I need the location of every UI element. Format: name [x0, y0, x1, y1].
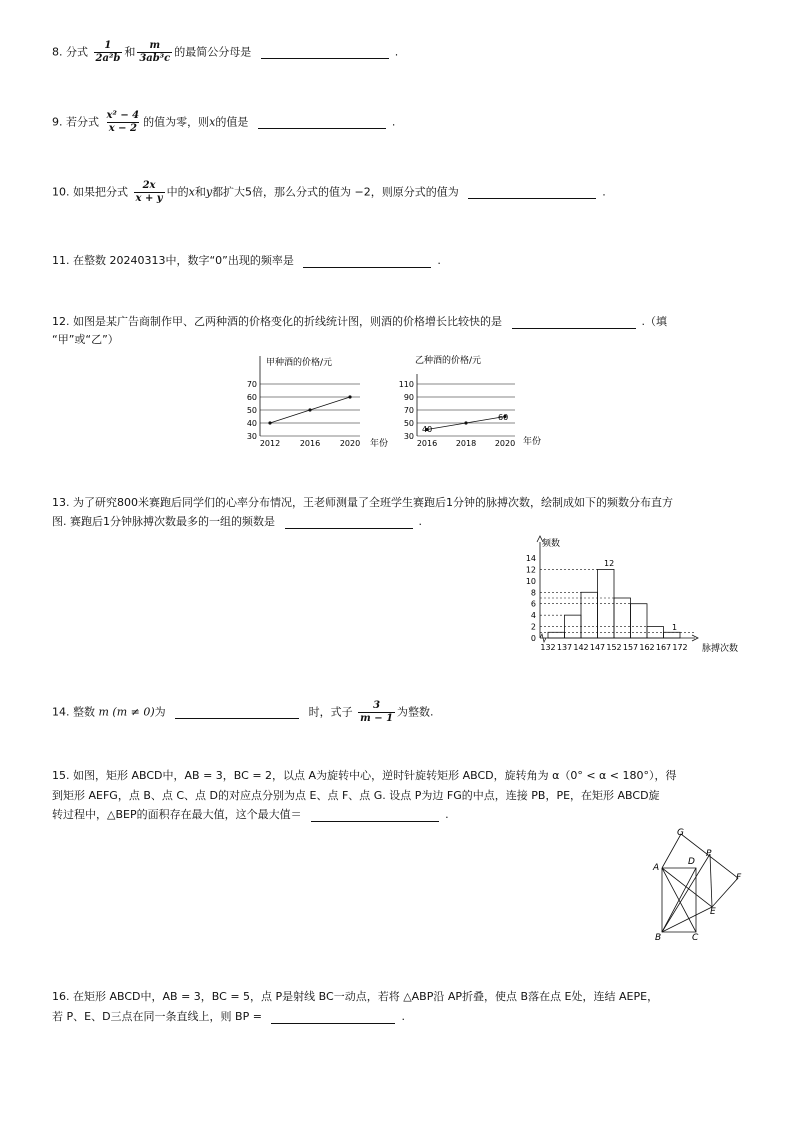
- answer-blank[interactable]: [512, 316, 636, 329]
- x-tick-label: 157: [622, 643, 639, 652]
- point-label-F: F: [736, 873, 742, 883]
- y-tick-label: 8: [530, 588, 536, 598]
- x-tick-label: 2018: [455, 439, 477, 448]
- point-label-C: C: [692, 933, 699, 943]
- x-axis-label: 年份: [370, 439, 389, 449]
- x-tick-label: 142: [573, 643, 589, 652]
- question-15: 15. 如图，矩形 ABCD中，AB = 3，BC = 2，以点 A为旋转中心，逆时针旋转矩形 ABCD，旋转角为 α（0° < α < 180°），得: [52, 769, 677, 782]
- x-tick-label: 152: [606, 643, 622, 652]
- y-tick-label: 90: [403, 393, 414, 402]
- peak-label: 12: [604, 559, 615, 568]
- histogram: [520, 534, 750, 658]
- chart-title: 甲种酒的价格/元: [266, 358, 333, 368]
- fraction: $\frac{\text{x² − 4}}{x - 2}$: [106, 110, 140, 134]
- data-label-end: 60: [498, 413, 509, 422]
- point-label-A: A: [653, 863, 660, 873]
- question-number: 16.: [52, 990, 70, 1003]
- question-10: 10. 如果把分式 $\frac{2x}{x + y}$ 中的x和y都扩大5倍，那么分式的值为 −2，则原分式的值为 .: [52, 180, 606, 204]
- x-tick-label: 2016: [299, 439, 321, 448]
- x-tick-label: 172: [672, 643, 688, 652]
- answer-blank[interactable]: [285, 516, 413, 529]
- y-tick-label: 6: [530, 599, 536, 609]
- last-bar-label: 1: [672, 623, 678, 632]
- histogram-bar: [664, 632, 681, 638]
- y-tick-label: 14: [525, 554, 536, 563]
- question-11: 11. 在整数 20240313中，数字“0”出现的频率是 .: [52, 254, 441, 267]
- x-axis-label: 脉搏次数: [702, 644, 739, 654]
- answer-blank[interactable]: [258, 116, 386, 129]
- question-13-line2: 图. 赛跑后1分钟脉搏次数最多的一组的频数是 .: [52, 515, 422, 528]
- histogram-bar: [548, 632, 565, 638]
- question-number: 9.: [52, 115, 63, 129]
- y-axis-label: 频数: [542, 539, 561, 549]
- y-tick-label: 30: [403, 432, 414, 441]
- fraction: $\frac{2x}{x + y}$: [135, 180, 163, 204]
- question-14: 14. 整数 m (m ≠ 0)为 时，式子 $\frac{3}{m - 1}$ 为整数.: [52, 700, 434, 724]
- x-tick-label: 132: [540, 643, 556, 652]
- y-tick-label: 70: [403, 406, 414, 415]
- fraction: $\frac{3}{m - 1}$: [360, 700, 394, 724]
- histogram-bar: [631, 604, 648, 638]
- point-label-B: B: [655, 933, 662, 943]
- question-number: 15.: [52, 769, 70, 782]
- data-point: [348, 395, 351, 398]
- y-tick-label: 110: [398, 380, 414, 389]
- x-tick-label: 2012: [259, 439, 281, 448]
- chart-title: 乙种酒的价格/元: [415, 356, 482, 366]
- question-number: 14.: [52, 705, 70, 719]
- question-12: 12. 如图是某广告商制作甲、乙两种酒的价格变化的折线统计图，则酒的价格增长比较快的是 .（填: [52, 315, 667, 328]
- fraction-2: $\frac{m}{\text{3ab³c}}$: [139, 40, 171, 64]
- question-number: 13.: [52, 496, 70, 509]
- answer-blank[interactable]: [311, 809, 439, 822]
- question-15-line2: 到矩形 AEFG，点 B、点 C、点 D的对应点分别为点 E、点 F、点 G. 设点 P为边 FG的中点，连接 PB，PE，在矩形 ABCD旋: [52, 789, 660, 802]
- question-number: 10.: [52, 185, 70, 199]
- geometry-figure: [648, 826, 748, 946]
- fraction-1: $\frac{1}{\text{2a²b}}$: [95, 40, 121, 64]
- x-tick-label: 2020: [339, 439, 361, 448]
- x-tick-label: 137: [556, 643, 573, 652]
- histogram-bar: [581, 592, 598, 638]
- chart-yi: [395, 350, 555, 450]
- data-point: [268, 421, 271, 424]
- point-label-G: G: [677, 828, 684, 838]
- answer-blank[interactable]: [175, 706, 299, 719]
- y-tick-label: 0: [530, 634, 536, 643]
- point-label-E: E: [710, 907, 716, 917]
- question-16: 16. 在矩形 ABCD中，AB = 3，BC = 5，点 P是射线 BC一动点，若将 △ABP沿 AP折叠，使点 B落在点 E处，连结 AEPE，: [52, 990, 659, 1003]
- x-tick-label: 147: [589, 643, 606, 652]
- answer-blank[interactable]: [261, 46, 389, 59]
- y-tick-label: 10: [525, 576, 536, 586]
- y-tick-label: 40: [246, 419, 257, 428]
- data-point: [464, 421, 467, 424]
- question-12-line2: “甲”或“乙”）: [52, 333, 119, 346]
- y-tick-label: 30: [246, 432, 257, 441]
- question-15-line3: 转过程中，△BEP的面积存在最大值，这个最大值＝ .: [52, 808, 449, 821]
- question-number: 8.: [52, 45, 63, 59]
- question-16-line2: 若 P、E、D三点在同一条直线上，则 BP = .: [52, 1010, 405, 1023]
- y-tick-label: 50: [403, 419, 414, 428]
- question-13: 13. 为了研究800米赛跑后同学们的心率分布情况，王老师测量了全班学生赛跑后1分钟的脉搏次数，绘制成如下的频数分布直方: [52, 496, 673, 509]
- answer-blank[interactable]: [468, 186, 596, 199]
- chart-jia: [222, 350, 392, 450]
- data-point: [308, 408, 311, 411]
- x-tick-label: 2016: [416, 439, 438, 448]
- point-label-P: P: [706, 849, 712, 859]
- x-tick-label: 167: [655, 643, 672, 652]
- question-9: 9. 若分式 $\frac{\text{x² − 4}}{x - 2}$ 的值为零，则x的值是 .: [52, 110, 396, 134]
- y-tick-label: 4: [530, 611, 536, 621]
- y-tick-label: 12: [525, 565, 536, 575]
- question-8: 8. 分式 $\frac{1}{\text{2a²b}}$ 和 $\frac{m}{\text{3ab³c}}$ 的最简公分母是 .: [52, 40, 399, 64]
- y-tick-label: 60: [246, 393, 257, 402]
- y-tick-label: 2: [530, 622, 536, 632]
- point-label-D: D: [688, 857, 695, 867]
- data-label-start: 40: [422, 425, 433, 434]
- x-axis-label: 年份: [523, 437, 542, 447]
- question-number: 11.: [52, 254, 70, 267]
- y-tick-label: 50: [246, 406, 257, 415]
- answer-blank[interactable]: [303, 255, 431, 268]
- answer-blank[interactable]: [271, 1011, 395, 1024]
- y-tick-label: 70: [246, 380, 257, 389]
- x-tick-label: 162: [639, 643, 655, 652]
- x-tick-label: 2020: [494, 439, 516, 448]
- question-number: 12.: [52, 315, 70, 328]
